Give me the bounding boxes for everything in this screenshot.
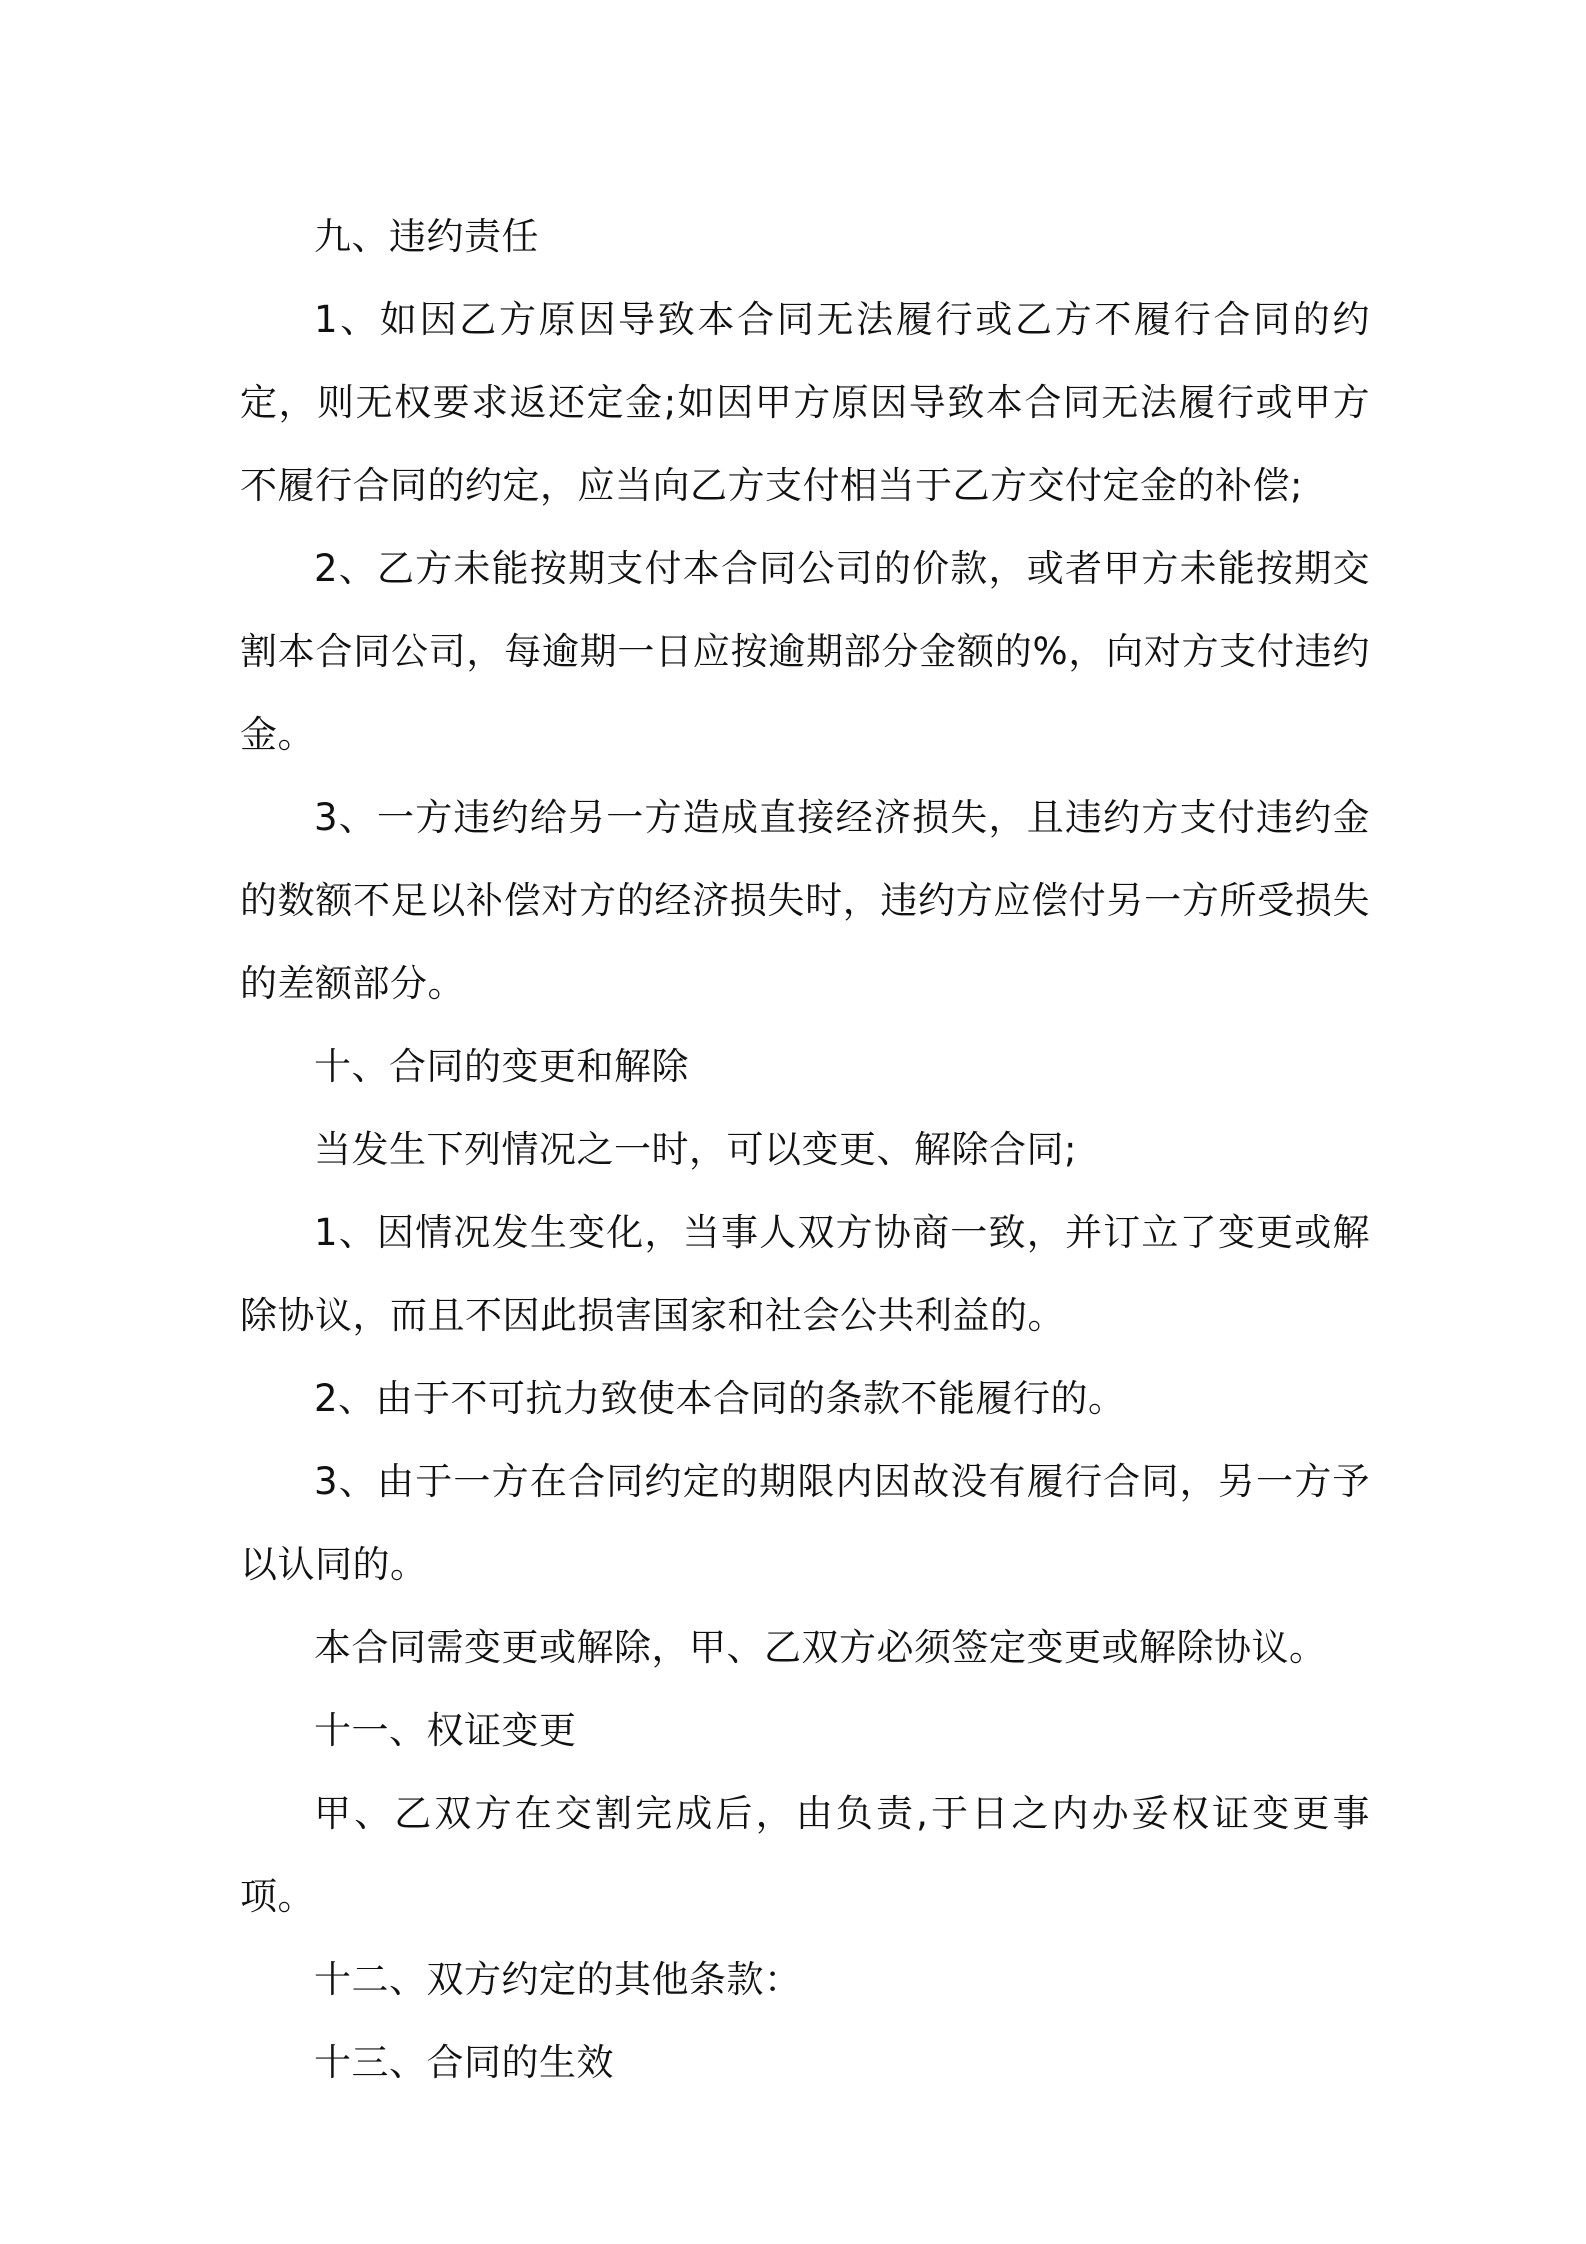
section-heading-other-terms: 十二、双方约定的其他条款： xyxy=(314,1958,802,2001)
section-heading-amendment-termination: 十、合同的变更和解除 xyxy=(314,1045,689,1088)
section-heading-breach-liability: 九、违约责任 xyxy=(314,215,539,258)
document-body xyxy=(240,195,1370,2104)
paragraph-damages-clause: 3、一方违约给另一方造成直接经济损失，且违约方支付违约金的数额不足以补偿对方的经济损失时，违约方应偿付另一方所受损失的差额部分。 xyxy=(240,796,1370,1005)
paragraph-condition-2: 2、由于不可抗力致使本合同的条款不能履行的。 xyxy=(314,1377,1126,1420)
paragraph-condition-3: 3、由于一方在合同约定的期限内因故没有履行合同，另一方予以认同的。 xyxy=(240,1460,1370,1586)
section-heading-effectiveness: 十三、合同的生效 xyxy=(314,2041,614,2084)
paragraph-title-transfer: 甲、乙双方在交割完成后，由负责,于日之内办妥权证变更事项。 xyxy=(240,1792,1370,1918)
paragraph-late-payment-clause: 2、乙方未能按期支付本合同公司的价款，或者甲方未能按期交割本合同公司，每逾期一日应按逾期部分金额的%，向对方支付违约金。 xyxy=(240,547,1370,756)
section-heading-title-transfer: 十一、权证变更 xyxy=(314,1709,577,1752)
paragraph-amendment-agreement: 本合同需变更或解除，甲、乙双方必须签定变更或解除协议。 xyxy=(314,1626,1327,1669)
paragraph-conditions-intro: 当发生下列情况之一时，可以变更、解除合同; xyxy=(314,1128,1077,1171)
paragraph-condition-1: 1、因情况发生变化，当事人双方协商一致，并订立了变更或解除协议，而且不因此损害国家和社会公共利益的。 xyxy=(240,1211,1370,1337)
paragraph-deposit-clause: 1、如因乙方原因导致本合同无法履行或乙方不履行合同的约定，则无权要求返还定金;如因甲方原因导致本合同无法履行或甲方不履行合同的约定，应当向乙方支付相当于乙方交付定金的补偿; xyxy=(240,298,1370,507)
